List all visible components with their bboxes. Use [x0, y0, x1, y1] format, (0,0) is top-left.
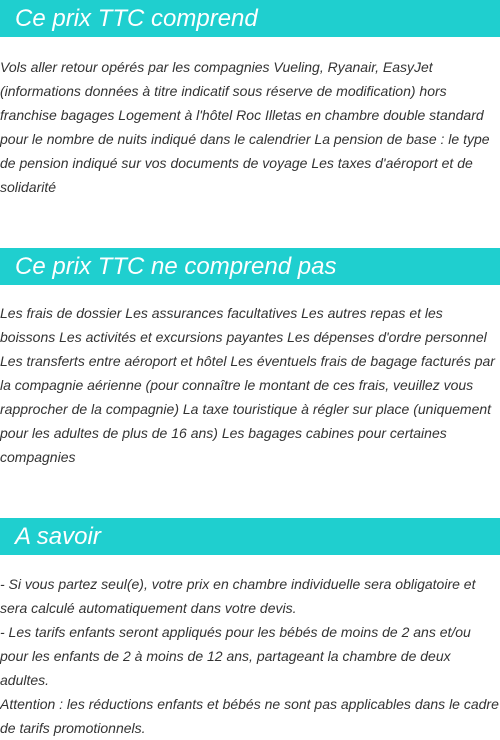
section-text-included: Vols aller retour opérés par les compagnies Vueling, Ryanair, EasyJet (informations données à titre indicatif sous réserve de modification) hors franchise bagages Logement à l'hôtel Roc Illetas en chambre double standard pour le nombre de nuits indiqué dans le calendrier La pension de base : le type de pension indiqué sur vos documents de voyage Les taxes d'aéroport et de solidarité	[0, 59, 490, 195]
info-line-single-traveller: - Si vous partez seul(e), votre prix en chambre individuelle sera obligatoire et sera calculé automatiquement dans votre devis.	[0, 576, 476, 616]
info-line-attention: Attention : les réductions enfants et bébés ne sont pas applicables dans le cadre de tarifs promotionnels.	[0, 696, 499, 736]
section-text-not-included: Les frais de dossier Les assurances facultatives Les autres repas et les boissons Les activités et excursions payantes Les dépenses d'ordre personnel Les transferts entre aéroport et hôtel Les éventuels frais de bagage facturés par la compagnie aérienne (pour connaître le montant de ces frais, veuillez vous rapprocher de la compagnie) La taxe touristique à régler sur place (uniquement pour les adultes de plus de 16 ans) Les bagages cabines pour certaines compagnies	[0, 305, 495, 465]
section-title-good-to-know: A savoir	[0, 518, 500, 555]
section-title-not-included: Ce prix TTC ne comprend pas	[0, 248, 500, 285]
info-line-child-rates: - Les tarifs enfants seront appliqués pour les bébés de moins de 2 ans et/ou pour les enfants de 2 à moins de 12 ans, partageant la chambre de deux adultes.	[0, 624, 471, 688]
section-title-included: Ce prix TTC comprend	[0, 0, 500, 37]
